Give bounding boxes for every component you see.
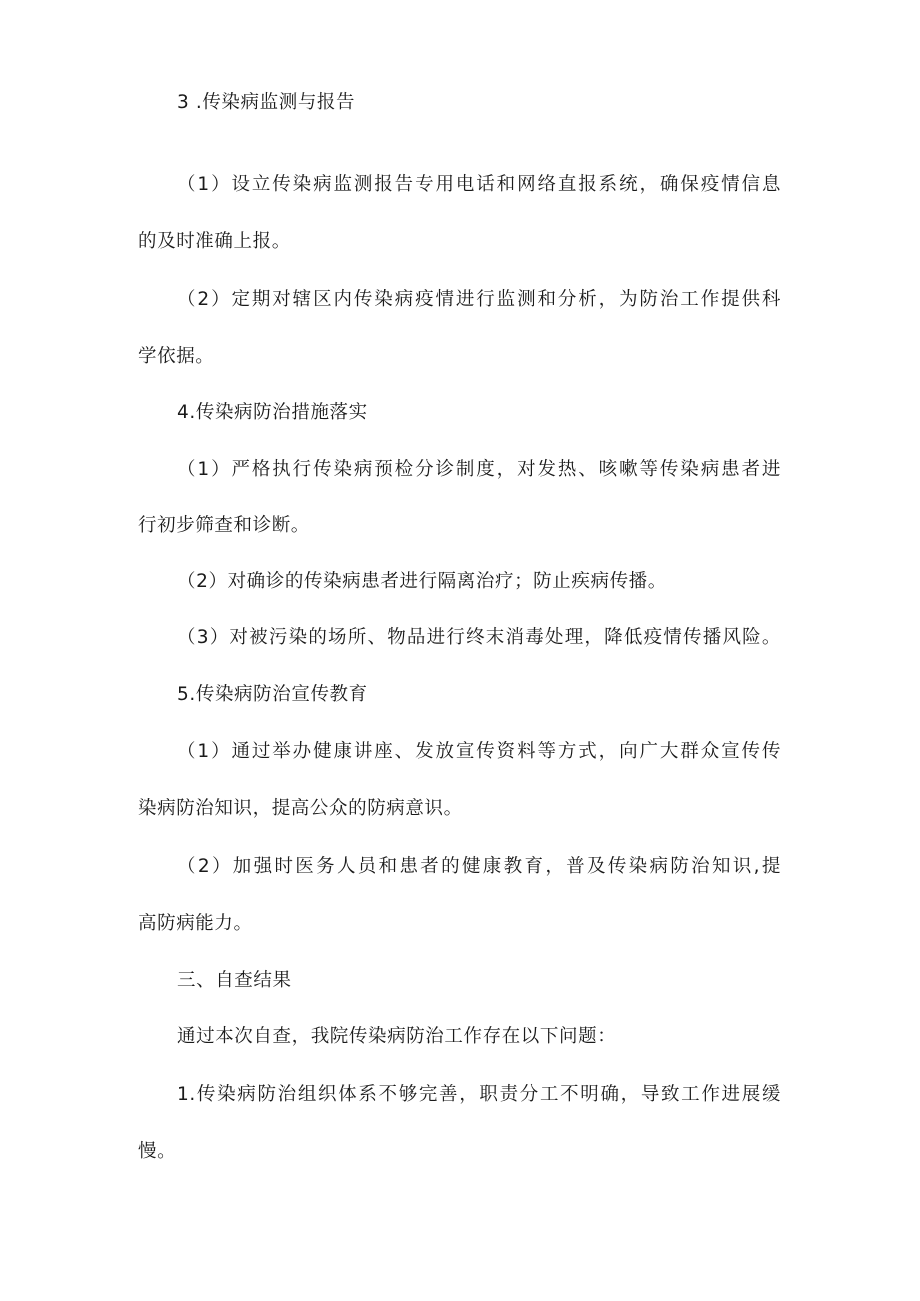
paragraph-triage-line-1: （1）严格执行传染病预检分诊制度，对发热、咳嗽等传染病患者进 — [177, 459, 781, 480]
paragraph-hotline-line-1: （1）设立传染病监测报告专用电话和网络直报系统，确保疫情信息 — [177, 174, 781, 195]
paragraph-lectures-line-1: （1）通过举办健康讲座、发放宣传资料等方式，向广大群众宣传传 — [177, 741, 781, 762]
section-heading-results: 三、自查结果 — [177, 970, 292, 991]
paragraph-isolation: （2）对确诊的传染病患者进行隔离治疗；防止疾病传播。 — [177, 571, 667, 592]
paragraph-results-intro: 通过本次自查，我院传染病防治工作存在以下问题： — [177, 1026, 617, 1047]
paragraph-problem-1-line-2: 慢。 — [138, 1141, 177, 1162]
paragraph-analysis-line-1: （2）定期对辖区内传染病疫情进行监测和分析，为防治工作提供科 — [177, 289, 781, 310]
paragraph-lectures-line-2: 染病防治知识，提高公众的防病意识。 — [138, 798, 463, 819]
paragraph-triage-line-2: 行初步筛查和诊断。 — [138, 515, 310, 536]
paragraph-analysis-line-2: 学依据。 — [138, 346, 215, 367]
section-heading-measures: 4.传染病防治措施落实 — [177, 402, 368, 423]
section-heading-monitoring: 3 .传染病监测与报告 — [177, 92, 356, 113]
paragraph-health-education-line-1: （2）加强时医务人员和患者的健康教育，普及传染病防治知识,提 — [177, 856, 781, 877]
paragraph-problem-1-line-1: 1.传染病防治组织体系不够完善，职责分工不明确，导致工作进展缓 — [177, 1084, 781, 1105]
paragraph-hotline-line-2: 的及时准确上报。 — [138, 231, 291, 252]
section-heading-education: 5.传染病防治宣传教育 — [177, 684, 368, 705]
paragraph-health-education-line-2: 高防病能力。 — [138, 913, 253, 934]
paragraph-disinfection: （3）对被污染的场所、物品进行终末消毒处理，降低疫情传播风险。 — [177, 627, 781, 648]
